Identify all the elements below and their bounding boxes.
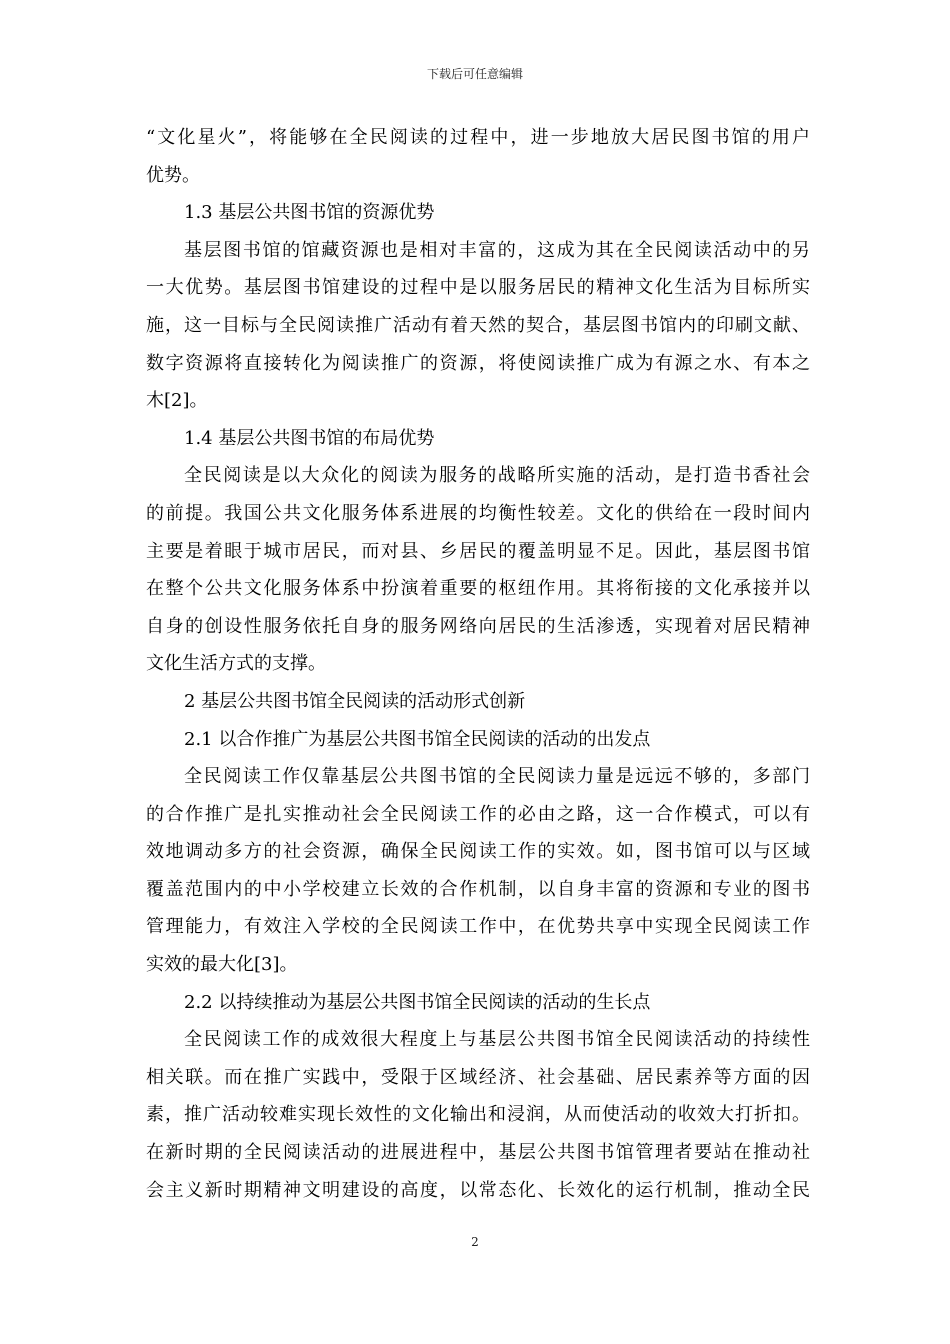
page-header: 下载后可任意编辑 [426, 67, 523, 81]
text-line: 文化生活方式的支撑。 [146, 653, 326, 675]
text-line: 的合作推广是扎实推动社会全民阅读工作的必由之路，这一合作模式，可以有 [146, 803, 810, 825]
section-heading: 2 基层公共图书馆全民阅读的活动形式创新 [184, 690, 526, 712]
paragraph-first-line: 全民阅读是以大众化的阅读为服务的战略所实施的活动，是打造书香社会 [184, 465, 810, 487]
text-line: 效地调动多方的社会资源，确保全民阅读工作的实效。如，图书馆可以与区域 [146, 841, 810, 863]
section-heading: 2.2 以持续推动为基层公共图书馆全民阅读的活动的生长点 [184, 991, 651, 1013]
text-line: 会主义新时期精神文明建设的高度，以常态化、长效化的运行机制，推动全民 [146, 1179, 810, 1201]
text-line: 一大优势。基层图书馆建设的过程中是以服务居民的精神文化生活为目标所实 [146, 277, 810, 299]
body-text [146, 119, 810, 1209]
text-line: 相关联。而在推广实践中，受限于区域经济、社会基础、居民素养等方面的因 [146, 1066, 810, 1088]
text-line: 数字资源将直接转化为阅读推广的资源，将使阅读推广成为有源之水、有本之 [146, 352, 810, 374]
text-line: 优势。 [146, 164, 200, 186]
text-line: 施，这一目标与全民阅读推广活动有着天然的契合，基层图书馆内的印刷文献、 [146, 314, 810, 336]
text-line: 管理能力，有效注入学校的全民阅读工作中，在优势共享中实现全民阅读工作 [146, 916, 810, 938]
text-line: 的前提。我国公共文化服务体系进展的均衡性较差。文化的供给在一段时间内 [146, 502, 810, 524]
paragraph-first-line: 基层图书馆的馆藏资源也是相对丰富的，这成为其在全民阅读活动中的另 [184, 239, 810, 261]
paragraph-first-line: 全民阅读工作仅靠基层公共图书馆的全民阅读力量是远远不够的，多部门 [184, 766, 810, 788]
text-line: 覆盖范围内的中小学校建立长效的合作机制，以自身丰富的资源和专业的图书 [146, 878, 810, 900]
text-line: “文化星火”，将能够在全民阅读的过程中，进一步地放大居民图书馆的用户 [146, 127, 810, 148]
page-number: 2 [471, 1235, 479, 1249]
section-heading: 1.4 基层公共图书馆的布局优势 [184, 427, 435, 449]
paragraph-first-line: 全民阅读工作的成效很大程度上与基层公共图书馆全民阅读活动的持续性 [184, 1029, 810, 1051]
text-line: 实效的最大化[3]。 [146, 954, 298, 976]
section-heading: 2.1 以合作推广为基层公共图书馆全民阅读的活动的出发点 [184, 728, 651, 750]
text-line: 主要是着眼于城市居民，而对县、乡居民的覆盖明显不足。因此，基层图书馆 [146, 540, 810, 562]
text-line: 在新时期的全民阅读活动的进展进程中，基层公共图书馆管理者要站在推动社 [146, 1142, 810, 1164]
text-line: 素，推广活动较难实现长效性的文化输出和浸润，从而使活动的收效大打折扣。 [146, 1104, 810, 1126]
text-line: 木[2]。 [146, 390, 208, 412]
section-heading: 1.3 基层公共图书馆的资源优势 [184, 202, 435, 224]
text-line: 自身的创设性服务依托自身的服务网络向居民的生活渗透，实现着对居民精神 [146, 615, 810, 637]
text-line: 在整个公共文化服务体系中扮演着重要的枢纽作用。其将衔接的文化承接并以 [146, 578, 810, 600]
